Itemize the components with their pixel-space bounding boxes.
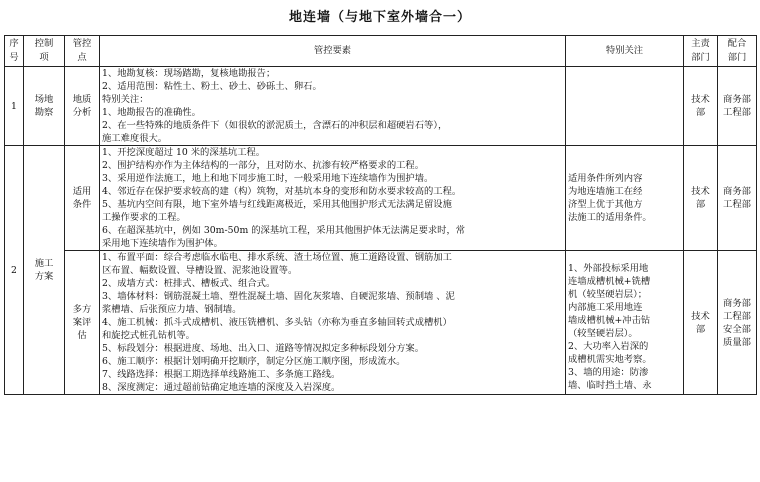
row2-coop: 商务部 工程部 xyxy=(718,146,757,251)
header-coop: 配合 部门 xyxy=(718,36,757,67)
row1-point: 地质 分析 xyxy=(65,67,100,146)
row2-item: 施工 方案 xyxy=(24,146,65,395)
row1-item: 场地 勘察 xyxy=(24,67,65,146)
row1-special xyxy=(566,67,684,146)
header-requirements: 管控要素 xyxy=(100,36,566,67)
row1-owner: 技术 部 xyxy=(684,67,718,146)
table-row xyxy=(5,251,757,395)
row3-requirements: 1、布置平面：综合考虑临水临电、排水系统、渣土场位置、施工道路设置、钢筋加工 区布置、幅数设置、导槽设置、泥浆池设置等。 2、成墙方式：桩排式、槽板式、组合式。 3、墙体材料：钢筋混凝土墙、塑性混凝土墙、固化灰浆墙、自硬泥浆墙、预制墙 、泥 浆槽墙、后张预应力墙、钢制墙。 4、施工机械：抓斗式成槽机、液压铣槽机、多头钻（亦称为垂直多轴回转式成槽机） 和旋挖式桩孔钻机等。 5、标段划分：根据进度、场地、出入口、道路等情况拟定多种标段划分方案。 6、施工顺序：根据计划明确开挖顺序，制定分区施工顺序图，形成流水。 7、线路选择：根据工期选择单线路施工、多条施工路线。 8、深度测定：通过超前钻确定地连墙的深度及入岩深度。 xyxy=(100,251,566,395)
header-seq: 序 号 xyxy=(5,36,24,67)
row1-coop: 商务部 工程部 xyxy=(718,67,757,146)
table-row xyxy=(5,146,757,251)
row2-requirements: 1、开挖深度超过 10 米的深基坑工程。 2、围护结构亦作为主体结构的一部分，且对防水、抗渗有较严格要求的工程。 3、采用逆作法施工，地上和地下同步施工时，一般采用地下连续墙作为围护墙。 4、邻近存在保护要求较高的建（构）筑物，对基坑本身的变形和防水要求较高的工程。 5、基坑内空间有限，地下室外墙与红线距离极近，采用其他围护形式无法满足留设施 工操作要求的工程。 6、在超深基坑中，例如 30m-50m 的深基坑工程，采用其他围护体无法满足要求时，常 采用地下连续墙作为围护体。 xyxy=(100,146,566,251)
row3-special: 1、外部投标采用地 连墙成槽机械+铣槽 机（较坚硬岩层）； 内部施工采用地连 墙成槽机械+冲击钻 （较坚硬岩层）。 2、大功率入岩深的 成槽机需实地考察。 3、墙的用途：防渗 墙、临时挡土墙、永 xyxy=(566,251,684,395)
row2-seq: 2 xyxy=(5,146,24,395)
row2-special: 适用条件所列内容 为地连墙施工在经 济型上优于其他方 法施工的适用条件。 xyxy=(566,146,684,251)
page-title: 地连墙（与地下室外墙合一） xyxy=(288,10,471,25)
row1-requirements: 1、地勘复核：现场踏勘，复核地勘报告； 2、适用范围：粘性土、粉土、砂土、砂砾土、卵石。 特别关注： 1、地勘报告的准确性。 2、在一些特殊的地质条件下（如很软的淤泥质土，含漂石的冲积层和超硬岩石等）， 施工难度很大。 xyxy=(100,67,566,146)
header-point: 管控 点 xyxy=(65,36,100,67)
header-row xyxy=(5,36,757,67)
row2-owner: 技术 部 xyxy=(684,146,718,251)
row3-coop: 商务部 工程部 安全部 质量部 xyxy=(718,251,757,395)
header-owner: 主责 部门 xyxy=(684,36,718,67)
row3-point: 多方 案评 估 xyxy=(65,251,100,395)
row1-seq: 1 xyxy=(5,67,24,146)
table-row xyxy=(5,67,757,146)
header-item: 控制 项 xyxy=(24,36,65,67)
row2-point: 适用 条件 xyxy=(65,146,100,251)
row3-owner: 技术 部 xyxy=(684,251,718,395)
control-table xyxy=(4,35,757,395)
header-special: 特别关注 xyxy=(566,36,684,67)
